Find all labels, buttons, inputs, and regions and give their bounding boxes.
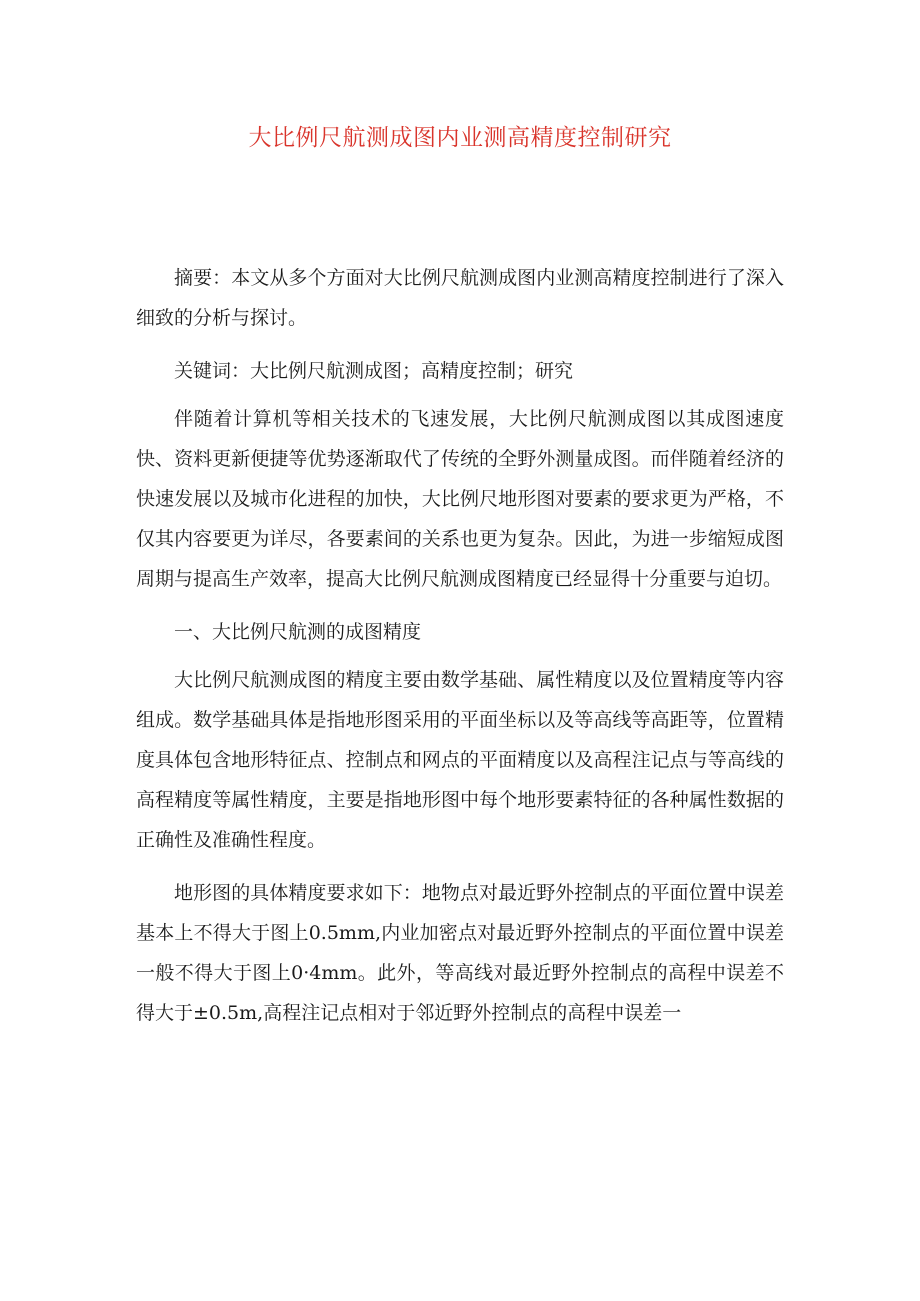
document-title: 大比例尺航测成图内业测高精度控制研究: [248, 125, 672, 151]
body-paragraph: 大比例尺航测成图的精度主要由数学基础、属性精度以及位置精度等内容组成。数学基础具体是指地形图采用的平面坐标以及等高线等高距等，位置精度具体包含地形特征点、控制点和网点的平面精度以及高程注记点与等高线的高程精度等属性精度，主要是指地形图中每个地形要素特征的各种属性数据的正确性及准确性程度。: [136, 669, 784, 851]
keywords-paragraph: 关键词：大比例尺航测成图；高精度控制；研究: [174, 360, 574, 382]
section-heading: 一、大比例尺航测的成图精度: [174, 621, 422, 643]
intro-paragraph: 伴随着计算机等相关技术的飞速发展，大比例尺航测成图以其成图速度快、资料更新便捷等优势逐渐取代了传统的全野外测量成图。而伴随着经济的快速发展以及城市化进程的加快，大比例尺地形图对要素的要求更为严格，不仅其内容要更为详尽，各要素间的关系也更为复杂。因此，为进一步缩短成图周期与提高生产效率，提高大比例尺航测成图精度已经显得十分重要与迫切。: [136, 408, 784, 590]
abstract-paragraph: 摘要：本文从多个方面对大比例尺航测成图内业测高精度控制进行了深入细致的分析与探讨。: [136, 267, 784, 329]
document-body: [136, 258, 784, 1046]
body-paragraph: 地形图的具体精度要求如下：地物点对最近野外控制点的平面位置中误差基本上不得大于图上0.5mm,内业加密点对最近野外控制点的平面位置中误差一般不得大于图上0·4mm。此外，等高线对最近野外控制点的高程中误差不得大于±0.5m,高程注记点相对于邻近野外控制点的高程中误差一: [136, 882, 784, 1024]
